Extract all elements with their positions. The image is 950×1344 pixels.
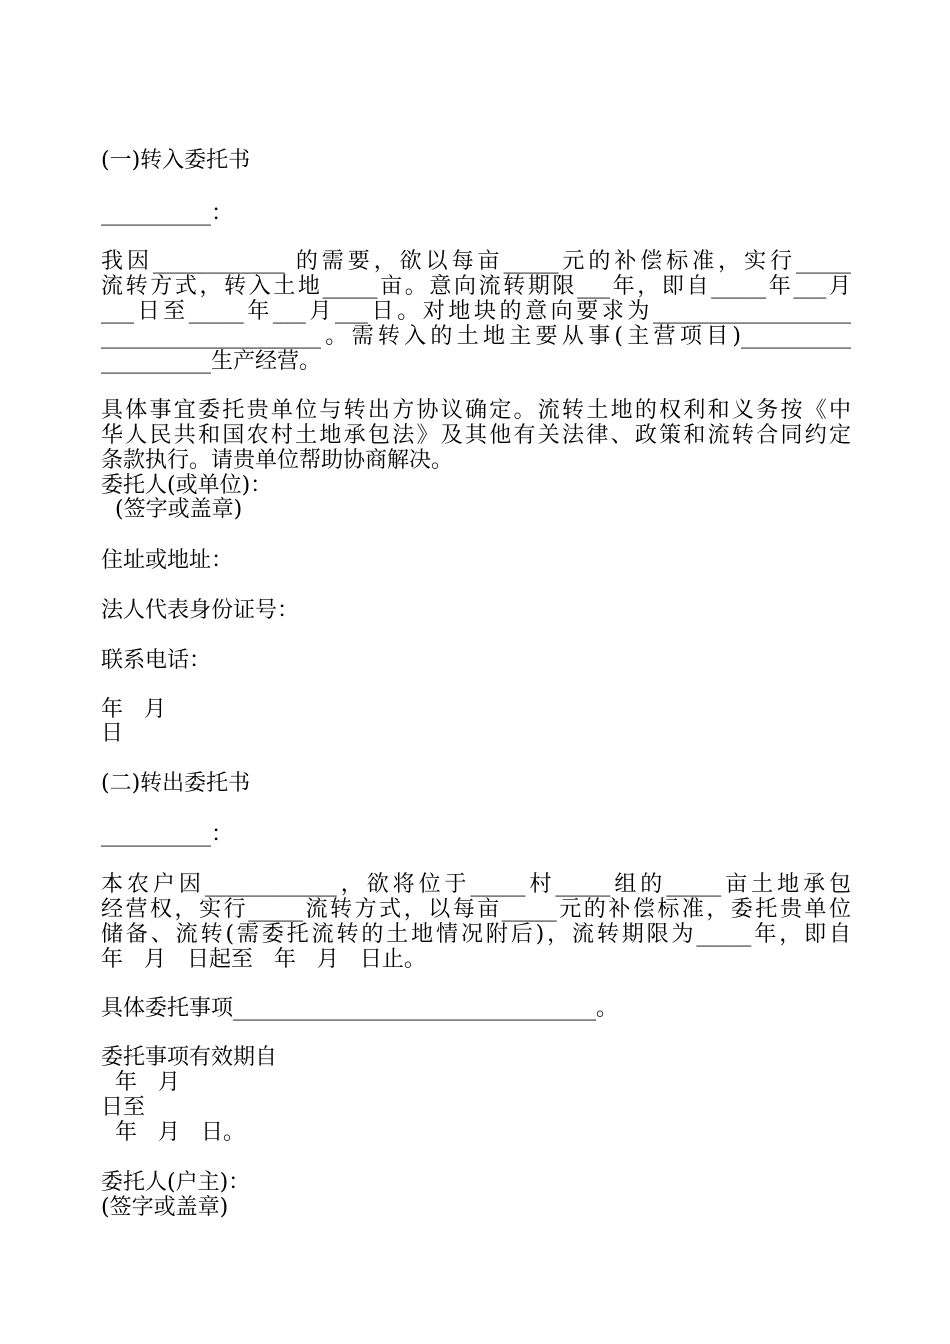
section2-signature-note: (签字或盖章) (101, 1195, 229, 1220)
section1-paragraph2 (101, 398, 851, 473)
section1-signature-note: (签字或盖章) (101, 497, 243, 522)
section1-address-label: 住址或地址： (101, 548, 234, 573)
text-line: 流转方式，转入土地_____亩。意向流转期限___年，即自_____年___月 (101, 274, 851, 299)
section2-validity-label: 委托事项有效期自 (101, 1045, 278, 1070)
text-line: 具体事宜委托贵单位与转出方协议确定。流转土地的权利和义务按《中 (101, 398, 851, 423)
text-line: 条款执行。请贵单位帮助协商解决。 (101, 448, 454, 473)
text-line: 经营权，实行_____流转方式，以每亩_____元的补偿标准，委托贵单位 (101, 897, 851, 922)
section1-paragraph1 (101, 249, 851, 374)
section2-validity-line1: 年 月 (101, 1070, 180, 1095)
section2-validity-line2: 日至 (101, 1095, 146, 1120)
text-line: 本农户因____________，欲将位于_____村_____组的_____亩土地承包 (101, 872, 851, 897)
text-line: 年 月 日起至 年 月 日止。 (101, 947, 426, 972)
text-line: ___日至_____年___月___日。对地块的意向要求为__________________ (101, 299, 851, 324)
section2-principal-label: 委托人(户主)： (101, 1170, 251, 1195)
text-line: 华人民共和国农村土地承包法》及其他有关法律、政策和流转合同约定 (101, 423, 851, 448)
section1-date-line2: 日 (101, 721, 124, 746)
section1-phone-label: 联系电话： (101, 648, 212, 673)
section2-title: (二)转出委托书 (101, 771, 251, 796)
section1-title: (一)转入委托书 (101, 148, 251, 173)
section2-paragraph1 (101, 872, 851, 972)
section2-matters-line: 具体委托事项_________________________________。 (101, 996, 619, 1021)
section2-salutation: __________： (101, 822, 234, 847)
section1-salutation: __________： (101, 201, 234, 226)
section1-date-line1: 年 月 (101, 697, 166, 722)
text-line: 我因____________ 的需要，欲以每亩_____元的补偿标准，实行_____ (101, 249, 851, 274)
text-line: 储备、流转(需委托流转的土地情况附后)，流转期限为_____年，即自 (101, 922, 851, 947)
section1-id-label: 法人代表身份证号： (101, 598, 300, 623)
text-line: __________生产经营。 (101, 349, 322, 374)
text-line: ____________________。需转入的土地主要从事(主营项目)__________ (101, 324, 851, 349)
section2-validity-line3: 年 月 日。 (101, 1120, 245, 1145)
section1-principal-label: 委托人(或单位)： (101, 473, 273, 498)
